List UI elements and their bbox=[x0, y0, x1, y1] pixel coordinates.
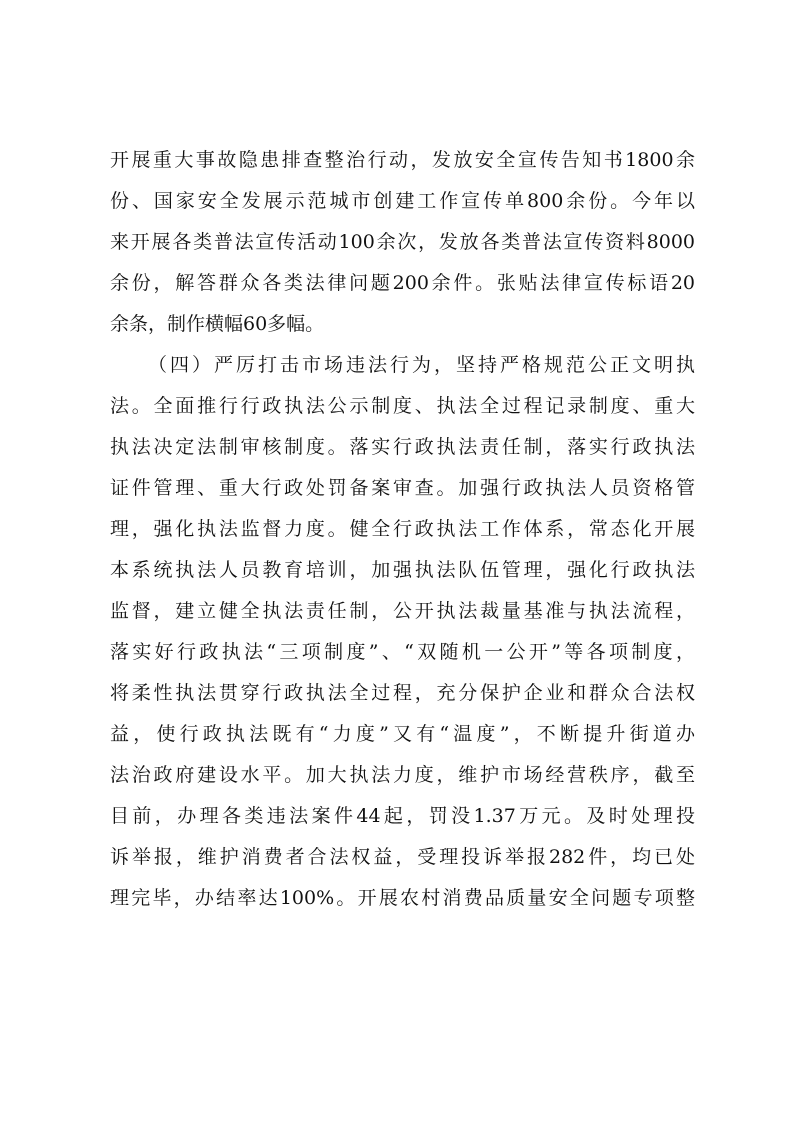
text-line: 来开展各类普法宣传活动100余次，发放各类普法宣传资料8000 bbox=[110, 231, 695, 253]
text-line: 落实好行政执法“三项制度”、“双随机一公开”等各项制度， bbox=[110, 641, 695, 663]
text-line: 将柔性执法贯穿行政执法全过程，充分保护企业和群众合法权 bbox=[110, 682, 695, 704]
text-line: 法。全面推行行政执法公示制度、执法全过程记录制度、重大 bbox=[110, 395, 695, 417]
text-line: 理，强化执法监督力度。健全行政执法工作体系，常态化开展 bbox=[110, 518, 695, 540]
text-line: 益，使行政执法既有“力度”又有“温度”，不断提升街道办 bbox=[110, 723, 695, 745]
text-line: 份、国家安全发展示范城市创建工作宣传单800余份。今年以 bbox=[110, 190, 695, 212]
body-text bbox=[110, 140, 695, 919]
text-line: 余份，解答群众各类法律问题200余件。张贴法律宣传标语20 bbox=[110, 272, 695, 294]
text-line: 执法决定法制审核制度。落实行政执法责任制，落实行政执法 bbox=[110, 436, 695, 458]
text-line: 监督，建立健全执法责任制，公开执法裁量基准与执法流程， bbox=[110, 600, 695, 622]
text-line: 本系统执法人员教育培训，加强执法队伍管理，强化行政执法 bbox=[110, 559, 695, 581]
text-line: 法治政府建设水平。加大执法力度，维护市场经营秩序，截至 bbox=[110, 764, 695, 786]
text-line: 诉举报，维护消费者合法权益，受理投诉举报282件，均已处 bbox=[110, 846, 695, 868]
text-line: 证件管理、重大行政处罚备案审查。加强行政执法人员资格管 bbox=[110, 477, 695, 499]
section-heading-line: （四）严厉打击市场违法行为，坚持严格规范公正文明执 bbox=[148, 354, 695, 376]
text-line: 开展重大事故隐患排查整治行动，发放安全宣传告知书1800余 bbox=[110, 149, 695, 171]
text-line: 理完毕，办结率达100%。开展农村消费品质量安全问题专项整 bbox=[110, 887, 695, 909]
text-line: 目前，办理各类违法案件44起，罚没1.37万元。及时处理投 bbox=[110, 805, 695, 827]
text-line: 余条，制作横幅60多幅。 bbox=[110, 313, 325, 335]
